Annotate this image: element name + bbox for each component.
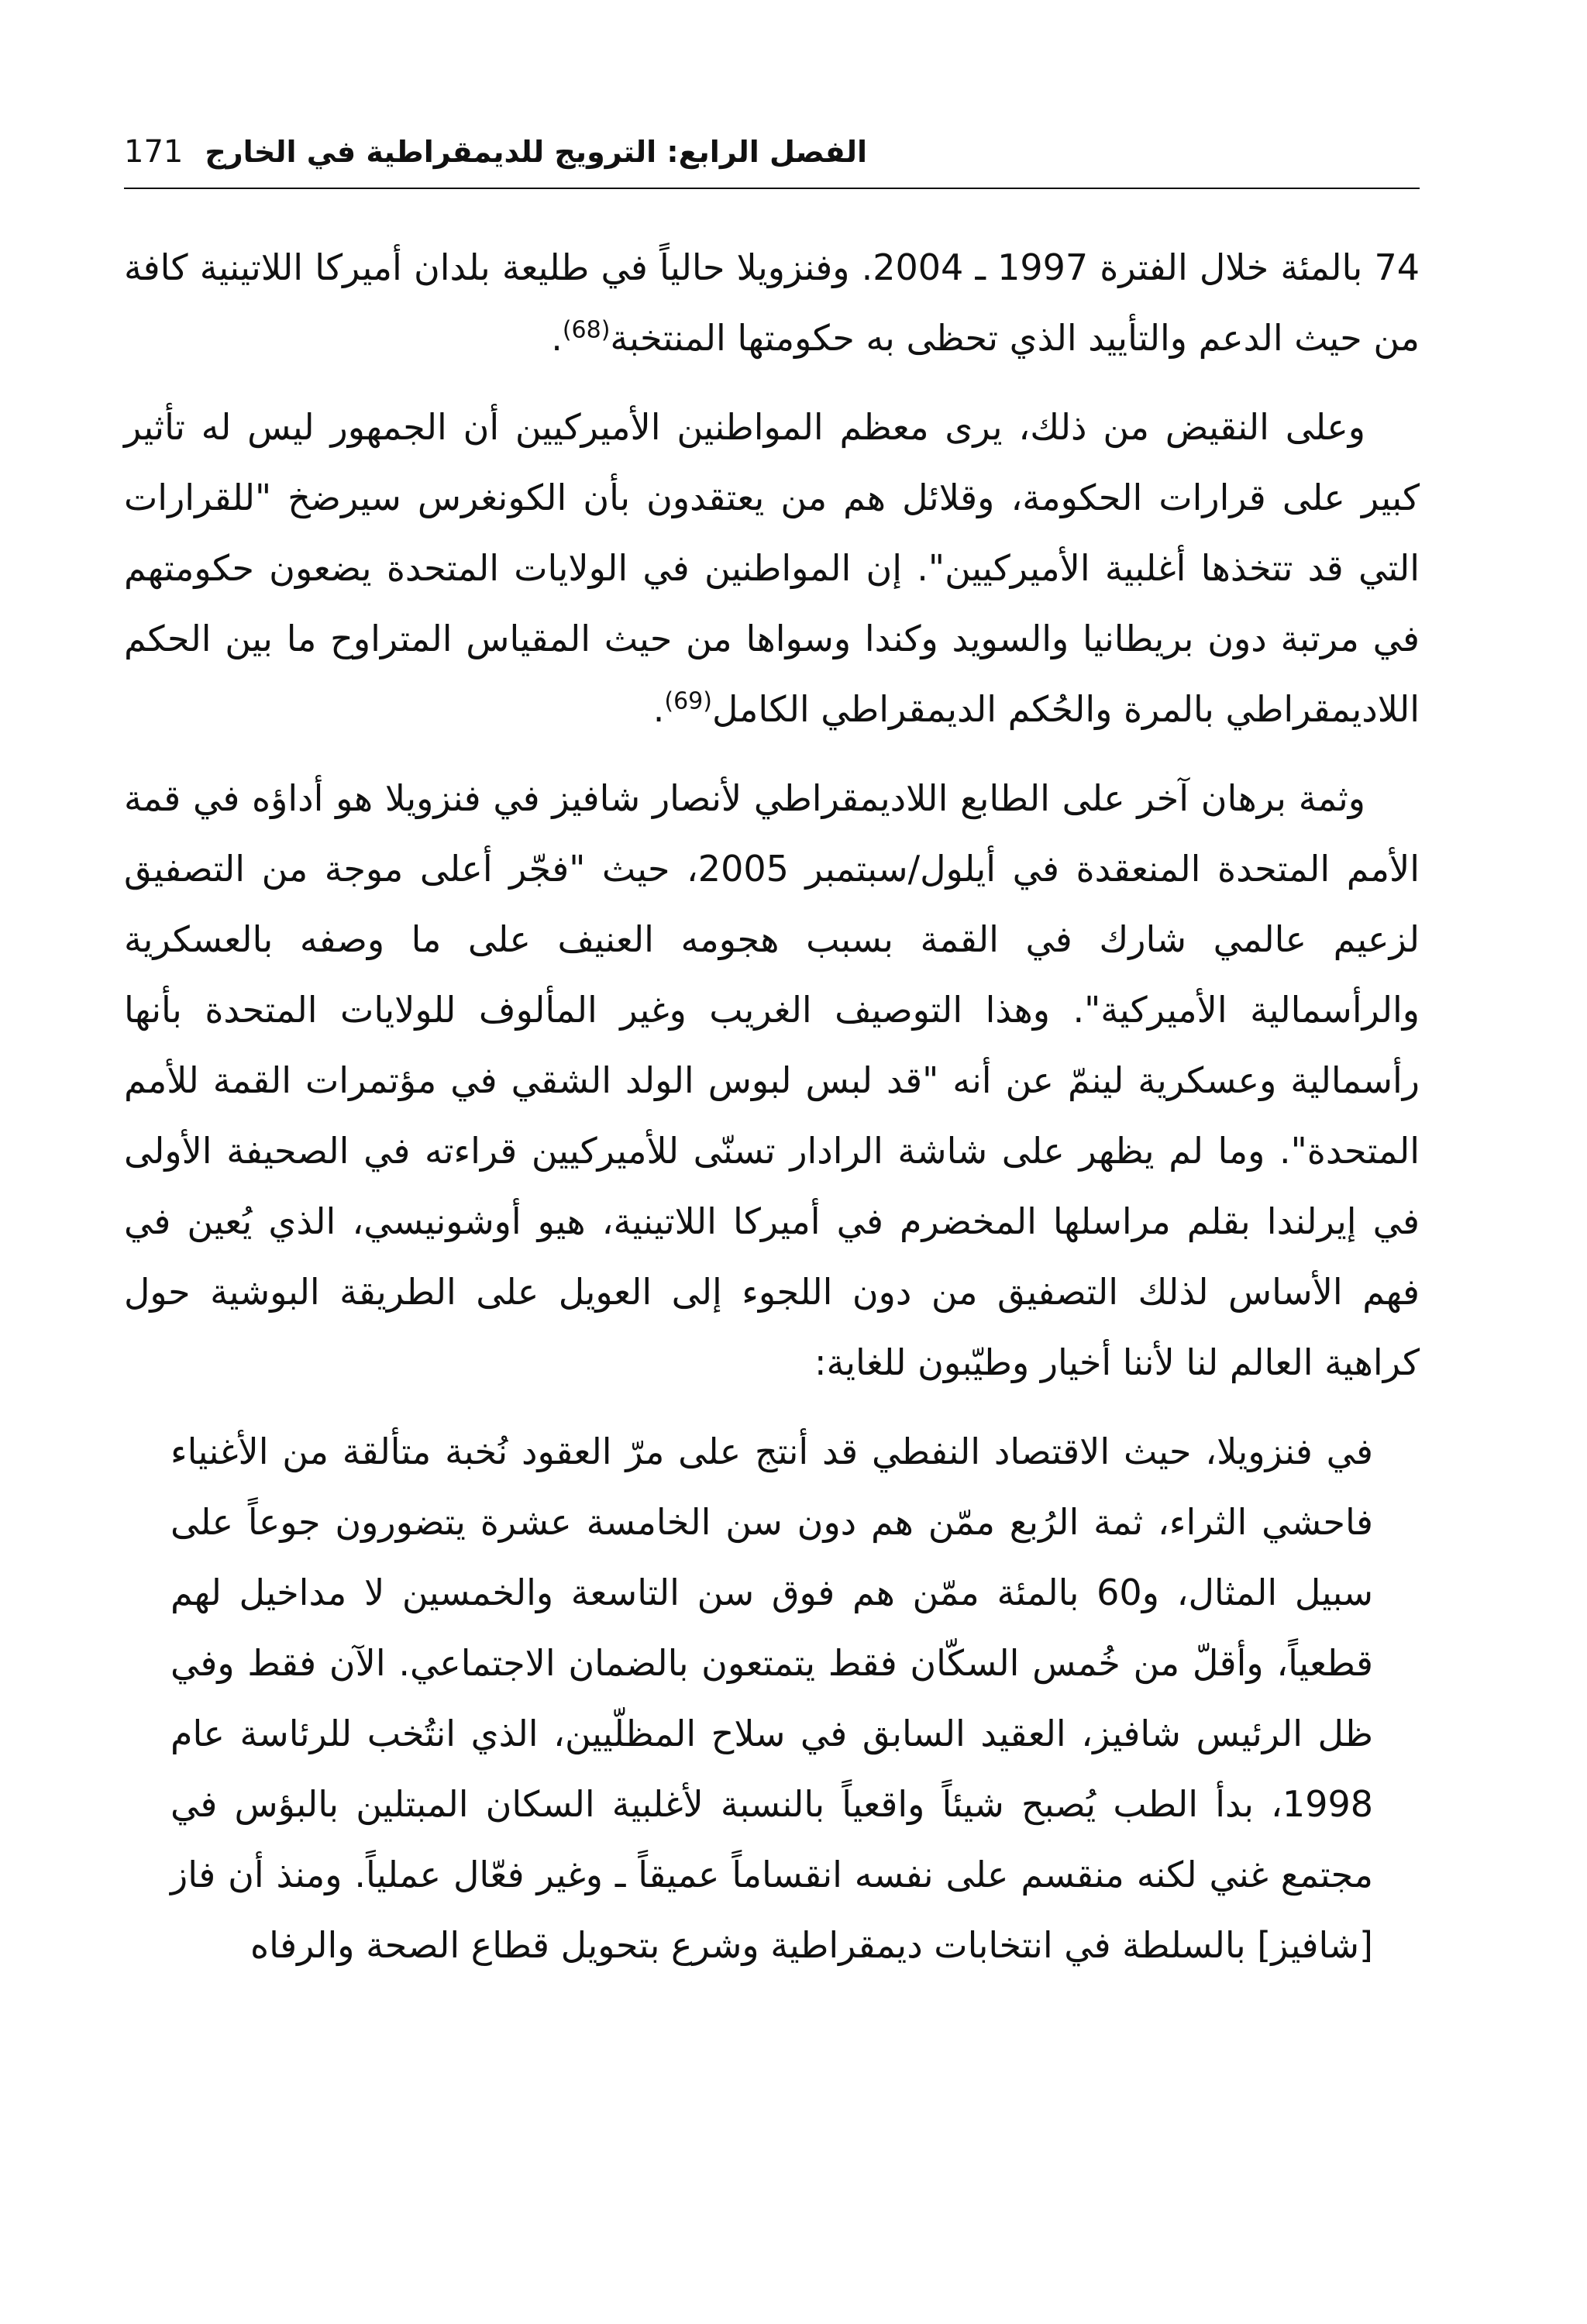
block-quote-text: في فنزويلا، حيث الاقتصاد النفطي قد أنتج على مرّ العقود نُخبة متألقة من الأغنياء فاحشي الثراء، ثمة الرُبع ممّن هم دون سن الخامسة عشرة يتضورون جوعاً على سبيل المثال، و60 بالمئة ممّن هم فوق سن التاسعة والخمسين لا مداخيل لهم قطعياً، وأقلّ من خُمس السكّان فقط يتمتعون بالضمان الاجتماعي. الآن فقط وفي ظل الرئيس شافيز، العقيد السابق في سلاح المظلّيين، الذي انتُخب للرئاسة عام 1998، بدأ الطب يُصبح شيئاً واقعياً بالنسبة لأغلبية السكان المبتلين بالبؤس في مجتمع غني لكنه منقسم على نفسه انقساماً عميقاً ـ وغير فعّال عملياً. ومنذ أن فاز [شافيز] بالسلطة في انتخابات ديمقراطية وشرع بتحويل قطاع الصحة والرفاه — [170, 1431, 1374, 1966]
block-quote — [170, 1417, 1373, 1981]
paragraph-1-text: 74 بالمئة خلال الفترة 1997 ـ 2004. وفنزويلا حالياً في طليعة بلدان أميركا اللاتينية كافة من حيث الدعم والتأييد الذي تحظى به حكومتها المنتخبة — [124, 246, 1420, 359]
header-rule — [124, 188, 1420, 189]
paragraph-2-text: وعلى النقيض من ذلك، يرى معظم المواطنين الأميركيين أن الجمهور ليس له تأثير كبير على قرارات الحكومة، وقلائل هم من يعتقدون بأن الكونغرس سيرضخ "للقرارات التي قد تتخذها أغلبية الأميركيين". إن المواطنين في الولايات المتحدة يضعون حكومتهم في مرتبة دون بريطانيا والسويد وكندا وسواها من حيث المقياس المتراوح ما بين الحكم اللاديمقراطي بالمرة والحُكم الديمقراطي الكامل — [124, 406, 1420, 730]
paragraph-1: 74 بالمئة خلال الفترة 1997 ـ 2004. وفنزويلا حالياً في طليعة بلدان أميركا اللاتينية كافة من حيث الدعم والتأييد الذي تحظى به حكومتها المنتخبة$^{(68)}$. — [124, 246, 1420, 359]
paragraph-2: وعلى النقيض من ذلك، يرى معظم المواطنين الأميركيين أن الجمهور ليس له تأثير كبير على قرارات الحكومة، وقلائل هم من يعتقدون بأن الكونغرس سيرضخ "للقرارات التي قد تتخذها أغلبية الأميركيين". إن المواطنين في الولايات المتحدة يضعون حكومتهم في مرتبة دون بريطانيا والسويد وكندا وسواها من حيث المقياس المتراوح ما بين الحكم اللاديمقراطي بالمرة والحُكم الديمقراطي الكامل$^{(69)}$. — [124, 406, 1420, 730]
paragraph-3-text: وثمة برهان آخر على الطابع اللاديمقراطي لأنصار شافيز في فنزويلا هو أداؤه في قمة الأمم المتحدة المنعقدة في أيلول/سبتمبر 2005، حيث "فجّر أعلى موجة من التصفيق لزعيم عالمي شارك في القمة بسبب هجومه العنيف على ما وصفه بالعسكرية والرأسمالية الأميركية". وهذا التوصيف الغريب وغير المألوف للولايات المتحدة بأنها رأسمالية وعسكرية لينمّ عن أنه "قد لبس لبوس الولد الشقي في مؤتمرات القمة للأمم المتحدة". وما لم يظهر على شاشة الرادار تسنّى للأميركيين قراءته في الصحيفة الأولى في إيرلندا بقلم مراسلها المخضرم في أميركا اللاتينية، هيو أوشونيسي، الذي يُعين في فهم الأساس لذلك التصفيق من دون اللجوء إلى العويل على الطريقة البوشية حول كراهية العالم لنا لأننا أخيار وطيّبون للغاية: — [124, 777, 1420, 1383]
footnote-ref-69: (69) — [664, 687, 712, 715]
footnote-ref-68: (68) — [562, 316, 611, 344]
paragraph-3 — [124, 763, 1420, 1398]
chapter-title: الفصل الرابع: الترويج للديمقراطية في الخارج — [205, 135, 867, 169]
page-body — [124, 232, 1420, 1981]
running-header — [124, 124, 1418, 180]
page-number: 171 — [124, 134, 184, 170]
